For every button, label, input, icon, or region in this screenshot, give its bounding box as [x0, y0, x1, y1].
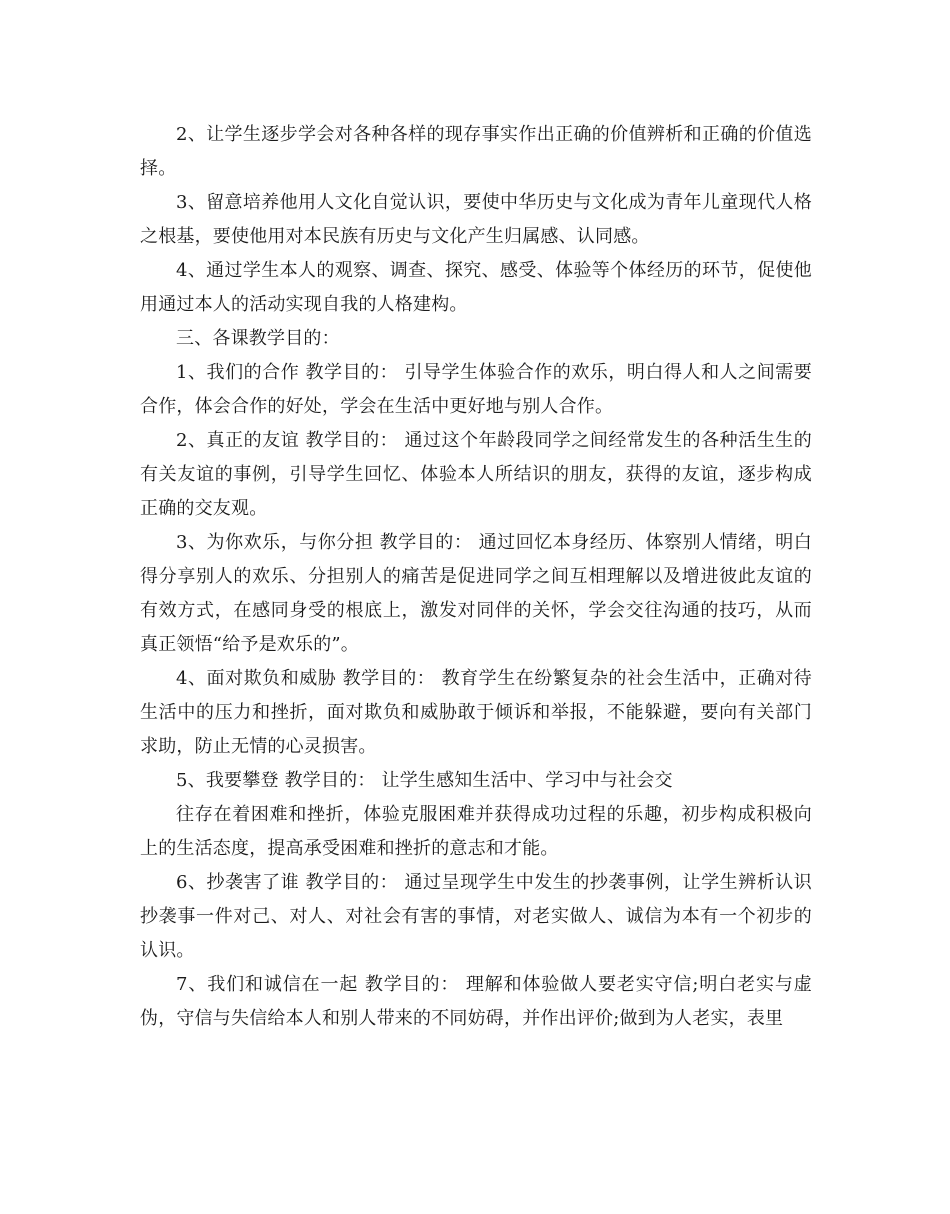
section-heading-lesson-goals: 三、各课教学目的： [176, 328, 340, 349]
paragraph-goal-2: 2、让学生逐步学会对各种各样的现存事实作出正确的价值辨析和正确的价值选择。 [140, 124, 812, 179]
paragraph-lesson-3: 3、为你欢乐，与你分担 教学目的： 通过回忆本身经历、体察别人情绪，明白得分享别人的欢乐、分担别人的痛苦是促进同学之间互相理解以及增进彼此友谊的有效方式，在感同身受的根底上，激发对同伴的关怀，学会交往沟通的技巧，从而真正领悟“给予是欢乐的”。 [140, 532, 812, 655]
document-body [140, 118, 812, 1036]
paragraph-lesson-5: 5、我要攀登 教学目的： 让学生感知生活中、学习中与社会交 [176, 770, 673, 791]
paragraph-lesson-1: 1、我们的合作 教学目的： 引导学生体验合作的欢乐，明白得人和人之间需要合作，体会合作的好处，学会在生活中更好地与别人合作。 [140, 362, 812, 417]
paragraph-lesson-5-continued: 往存在着困难和挫折，体验克服困难并获得成功过程的乐趣，初步构成积极向上的生活态度，提高承受困难和挫折的意志和才能。 [140, 804, 812, 859]
paragraph-goal-4: 4、通过学生本人的观察、调查、探究、感受、体验等个体经历的环节，促使他用通过本人的活动实现自我的人格建构。 [140, 260, 812, 315]
paragraph-lesson-4: 4、面对欺负和威胁 教学目的： 教育学生在纷繁复杂的社会生活中，正确对待生活中的压力和挫折，面对欺负和威胁敢于倾诉和举报，不能躲避，要向有关部门求助，防止无情的心灵损害。 [140, 668, 812, 757]
paragraph-lesson-6: 6、抄袭害了谁 教学目的： 通过呈现学生中发生的抄袭事例，让学生辨析认识抄袭事一件对己、对人、对社会有害的事情，对老实做人、诚信为本有一个初步的认识。 [140, 872, 812, 961]
paragraph-lesson-2: 2、真正的友谊 教学目的： 通过这个年龄段同学之间经常发生的各种活生生的有关友谊的事例，引导学生回忆、体验本人所结识的朋友，获得的友谊，逐步构成正确的交友观。 [140, 430, 812, 519]
paragraph-lesson-7: 7、我们和诚信在一起 教学目的： 理解和体验做人要老实守信;明白老实与虚伪，守信与失信给本人和别人带来的不同妨碍，并作出评价;做到为人老实，表里 [140, 974, 812, 1029]
paragraph-goal-3: 3、留意培养他用人文化自觉认识，要使中华历史与文化成为青年儿童现代人格之根基，要使他用对本民族有历史与文化产生归属感、认同感。 [140, 192, 812, 247]
